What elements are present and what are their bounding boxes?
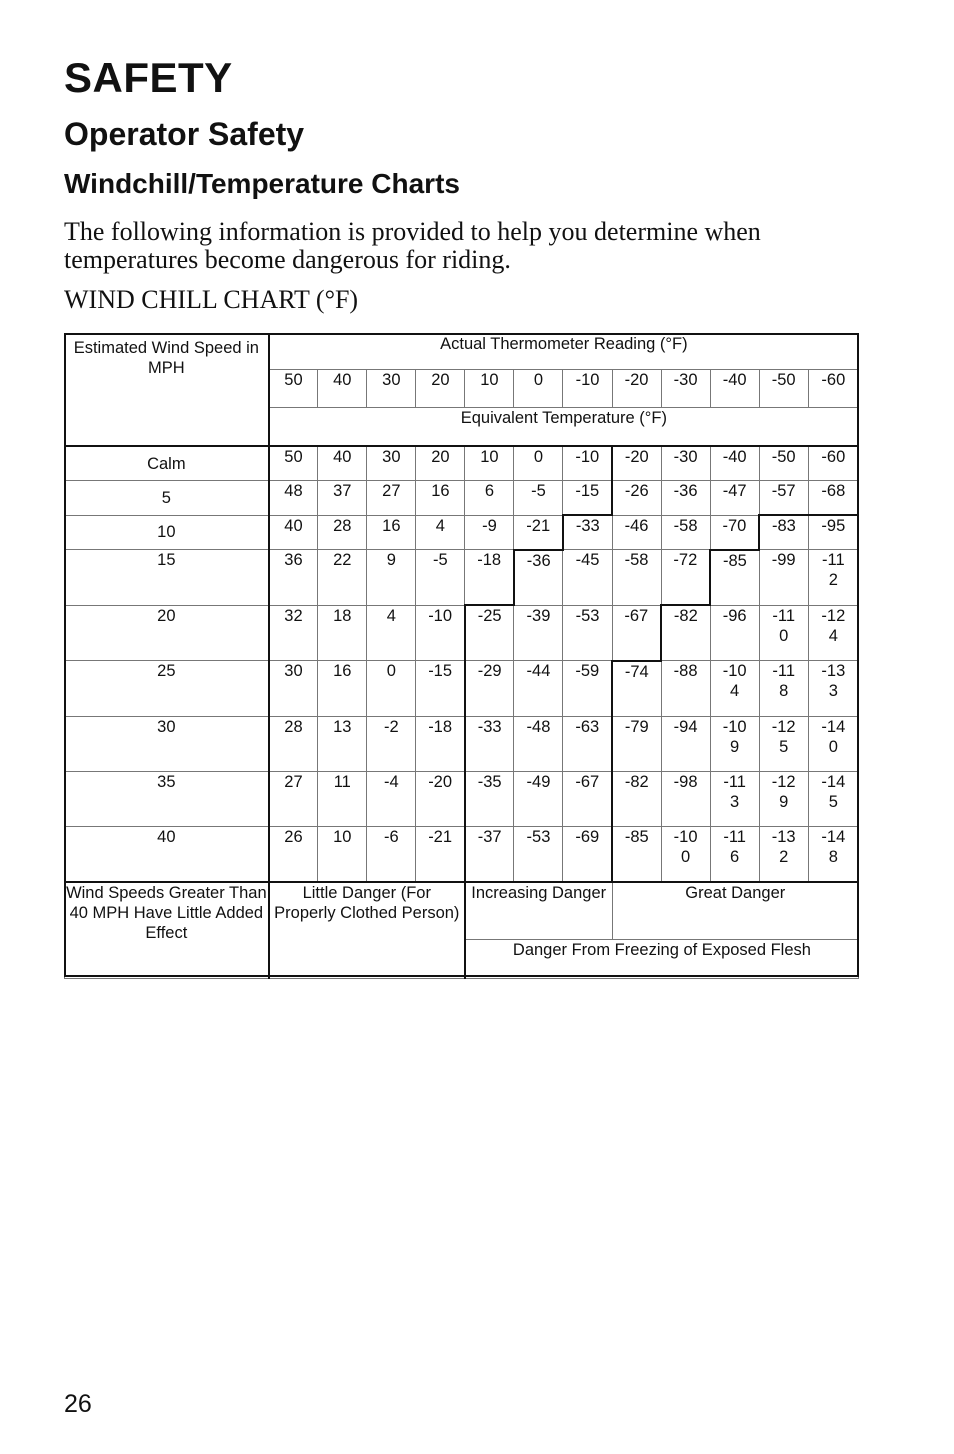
temperature-cell (563, 661, 612, 717)
temperature-cell (269, 605, 318, 661)
temperature-cell (514, 550, 563, 606)
temperature-cell (563, 481, 612, 516)
temperature-value: -26 (624, 482, 649, 500)
temperature-cell (416, 446, 465, 481)
temperature-value: 50 (284, 448, 303, 466)
temperature-value: -5 (433, 551, 448, 569)
temperature-value: -10 (428, 606, 453, 625)
temperature-cell (661, 605, 710, 661)
temperature-value: -40 (722, 448, 747, 466)
table-row (65, 826, 859, 882)
temperature-value: -88 (673, 662, 698, 680)
temperature-cell (416, 716, 465, 771)
temperature-cell (710, 550, 759, 606)
temperature-cell (661, 826, 710, 882)
temperature-cell (269, 515, 318, 550)
temperature-value: 16 (333, 662, 352, 680)
temperature-cell (661, 661, 710, 717)
temperature-cell (563, 716, 612, 771)
temperature-value: 4 (435, 516, 445, 535)
temperature-value: -70 (722, 516, 747, 535)
legend-great-danger: Great Danger (612, 882, 858, 940)
wind-speed-label: 5 (65, 481, 269, 516)
temperature-value: -30 (673, 448, 698, 466)
temperature-cell (465, 826, 514, 882)
temperature-cell (367, 661, 416, 717)
temperature-cell (318, 550, 367, 606)
temperature-value: -6 (383, 827, 399, 846)
temperature-cell (612, 446, 661, 481)
temperature-value: 10 (333, 827, 352, 846)
temperature-cell (759, 716, 808, 771)
temperature-cell (465, 550, 514, 606)
temperature-value: -50 (771, 448, 796, 466)
temperature-value: 18 (333, 606, 352, 625)
temperature-cell (759, 446, 808, 481)
temperature-cell (563, 605, 612, 661)
temperature-value: -82 (673, 607, 698, 625)
temperature-value: -15 (428, 662, 453, 680)
temperature-cell (367, 446, 416, 481)
temperature-value: 22 (333, 551, 352, 569)
temperature-cell (465, 771, 514, 826)
temperature-cell (465, 515, 514, 550)
temperature-cell (269, 446, 318, 481)
temperature-value: 36 (284, 551, 303, 569)
temperature-value: -67 (624, 606, 649, 625)
temperature-value: -39 (526, 606, 551, 625)
temperature-cell (318, 661, 367, 717)
temperature-cell (661, 515, 710, 550)
wind-speed-label: 15 (65, 550, 269, 606)
temperature-value: 40 (284, 516, 303, 535)
temperature-value: 26 (284, 827, 303, 846)
temperature-cell (808, 446, 858, 481)
temperature-value: 27 (284, 772, 303, 791)
temperature-value: 16 (382, 516, 401, 535)
temperature-value: -33 (575, 517, 600, 535)
temperature-cell (269, 716, 318, 771)
temperature-value: -45 (575, 551, 600, 569)
temperature-value: 16 (431, 482, 450, 500)
temperature-value: -68 (821, 482, 846, 500)
temperature-cell (465, 481, 514, 516)
table-row (65, 605, 859, 661)
temperature-value: -100 (673, 827, 698, 866)
temperature-cell (759, 826, 808, 882)
thermometer-header: Actual Thermometer Reading (°F) (269, 334, 859, 370)
temperature-value: 30 (284, 662, 303, 680)
temperature-value: -82 (624, 772, 649, 791)
temperature-cell (318, 605, 367, 661)
temperature-value: -63 (575, 717, 600, 736)
temperature-value: -2 (383, 717, 399, 736)
temperature-value: -85 (624, 827, 649, 846)
temperature-cell (759, 481, 808, 516)
temperature-value: -10 (575, 448, 600, 466)
temperature-cell (808, 550, 858, 606)
temperature-value: -113 (723, 772, 746, 811)
chart-caption: WIND CHILL CHART (°F) (64, 285, 359, 314)
temperature-cell (759, 771, 808, 826)
temperature-cell (612, 605, 661, 661)
temperature-cell (710, 446, 759, 481)
temperature-value: -79 (624, 717, 649, 736)
temperature-cell (612, 716, 661, 771)
temperature-value: 6 (484, 482, 494, 500)
temperature-cell (808, 771, 858, 826)
temperature-value: 48 (284, 482, 303, 500)
temperature-cell (661, 550, 710, 606)
table-row (65, 661, 859, 717)
temperature-value: -85 (722, 551, 747, 570)
temperature-value: 40 (333, 448, 352, 466)
temperature-value: -132 (771, 827, 796, 866)
temperature-cell (612, 661, 661, 717)
page-number: 26 (64, 1390, 92, 1418)
temperature-cell (759, 605, 808, 661)
temperature-cell (367, 826, 416, 882)
temperature-cell (416, 515, 465, 550)
wind-speed-header: Estimated Wind Speed in MPH (65, 334, 269, 447)
temperature-value: -145 (821, 772, 846, 811)
temperature-value: -36 (526, 551, 551, 570)
temperature-value: 37 (333, 482, 352, 500)
intro-text: The following information is provided to help you determine when temperatures become dangerous for riding. (64, 217, 761, 274)
temperature-value: -44 (526, 662, 551, 680)
temperature-value: -72 (673, 551, 698, 569)
temperature-cell (465, 661, 514, 717)
temperature-cell (808, 605, 858, 661)
temperature-value: -110 (772, 606, 795, 645)
temperature-value: -47 (722, 482, 747, 500)
temperature-header-cell: -30 (661, 370, 710, 408)
legend-freezing-danger: Danger From Freezing of Exposed Flesh (465, 939, 859, 978)
subsection-title: Operator Safety (64, 116, 305, 152)
temperature-value: -57 (771, 482, 796, 500)
temperature-value: -83 (772, 517, 796, 535)
temperature-cell (808, 515, 858, 550)
temperature-cell (808, 826, 858, 882)
temperature-value: -74 (624, 662, 649, 681)
temperature-value: -116 (723, 827, 746, 866)
temperature-header-cell: 30 (367, 370, 416, 408)
temperature-header-cell: -50 (759, 370, 808, 408)
temperature-header-cell: -60 (808, 370, 858, 408)
temperature-cell (808, 661, 858, 717)
temperature-header-cell: 10 (465, 370, 514, 408)
temperature-value: 28 (284, 717, 303, 736)
temperature-value: -59 (575, 662, 600, 680)
temperature-cell (563, 771, 612, 826)
temperature-value: 9 (386, 551, 396, 569)
temperature-value: -60 (821, 448, 846, 466)
temperature-header-cell: 0 (514, 370, 563, 408)
temperature-value: 28 (333, 516, 352, 535)
table-row (65, 515, 859, 550)
temperature-cell (269, 826, 318, 882)
temperature-value: 13 (333, 717, 352, 736)
wind-speed-label: Calm (65, 446, 269, 481)
section-title: SAFETY (64, 54, 233, 101)
temperature-cell (367, 481, 416, 516)
temperature-value: 11 (333, 772, 351, 791)
wind-speed-label: 30 (65, 716, 269, 771)
temperature-value: 0 (533, 448, 544, 466)
temperature-cell (318, 771, 367, 826)
temperature-cell (612, 550, 661, 606)
legend-increasing-danger: Increasing Danger (465, 882, 612, 940)
temperature-cell (514, 826, 563, 882)
temperature-value: -125 (771, 717, 796, 756)
wind-chill-table (64, 333, 859, 979)
temperature-cell (710, 605, 759, 661)
temperature-value: -148 (821, 827, 846, 866)
temperature-value: -98 (673, 772, 698, 791)
temperature-value: -48 (526, 717, 551, 736)
temperature-cell (465, 446, 514, 481)
temperature-value: 20 (431, 448, 450, 466)
temperature-cell (269, 550, 318, 606)
temperature-cell (514, 481, 563, 516)
temperature-header-cell: -10 (563, 370, 612, 408)
temperature-value: -95 (821, 517, 846, 535)
temperature-value: -20 (624, 448, 649, 466)
temperature-value: -29 (477, 662, 502, 680)
temperature-cell (465, 605, 514, 661)
table-row (65, 550, 859, 606)
temperature-value: -129 (771, 772, 796, 811)
temperature-cell (465, 716, 514, 771)
temperature-cell (367, 550, 416, 606)
temperature-cell (612, 481, 661, 516)
wind-speed-label: 20 (65, 605, 269, 661)
temperature-header-cell: 50 (269, 370, 318, 408)
temperature-value: -4 (383, 772, 399, 791)
equivalent-header: Equivalent Temperature (°F) (269, 408, 859, 447)
temperature-value: -58 (673, 516, 698, 535)
temperature-cell (416, 661, 465, 717)
temperature-value: -18 (477, 551, 502, 569)
temperature-value: 10 (480, 448, 499, 466)
temperature-cell (563, 515, 612, 550)
temperature-value: -21 (526, 516, 551, 535)
legend-note: Wind Speeds Greater Than 40 MPH Have Little Added Effect (65, 882, 269, 979)
temperature-cell (514, 446, 563, 481)
temperature-cell (269, 481, 318, 516)
temperature-cell (318, 515, 367, 550)
temperature-value: -69 (575, 827, 600, 846)
temperature-value: -5 (531, 482, 546, 500)
temperature-value: -99 (771, 551, 796, 569)
temperature-value: -133 (821, 662, 846, 700)
legend-little-danger: Little Danger (For Properly Clothed Person) (269, 882, 465, 979)
temperature-cell (710, 826, 759, 882)
temperature-cell (710, 771, 759, 826)
temperature-value: -140 (821, 717, 846, 756)
temperature-value: -96 (722, 606, 747, 625)
temperature-value: -67 (575, 772, 600, 791)
temperature-value: 32 (284, 606, 303, 625)
temperature-value: -124 (821, 606, 846, 645)
temperature-value: 30 (382, 448, 401, 466)
temperature-cell (563, 446, 612, 481)
temperature-value: -104 (722, 662, 747, 700)
temperature-value: -94 (673, 717, 698, 736)
temperature-header-cell: 40 (318, 370, 367, 408)
temperature-value: -18 (428, 717, 453, 736)
temperature-value: -109 (722, 717, 747, 756)
temperature-cell (661, 446, 710, 481)
chart-heading: Windchill/Temperature Charts (64, 168, 460, 199)
wind-chill-chart (64, 333, 859, 977)
temperature-cell (661, 771, 710, 826)
wind-speed-label: 40 (65, 826, 269, 882)
temperature-cell (612, 515, 661, 550)
temperature-cell (612, 826, 661, 882)
temperature-cell (514, 716, 563, 771)
temperature-cell (808, 716, 858, 771)
wind-speed-label: 10 (65, 515, 269, 550)
temperature-cell (416, 771, 465, 826)
temperature-cell (759, 550, 808, 606)
temperature-value: 4 (386, 606, 396, 625)
wind-speed-label: 35 (65, 771, 269, 826)
temperature-cell (710, 716, 759, 771)
temperature-cell (710, 515, 759, 550)
temperature-cell (612, 771, 661, 826)
temperature-cell (269, 771, 318, 826)
temperature-cell (710, 481, 759, 516)
temperature-value: -35 (477, 772, 502, 791)
temperature-cell (318, 446, 367, 481)
wind-speed-label: 25 (65, 661, 269, 717)
temperature-value: -25 (477, 607, 502, 625)
temperature-cell (563, 826, 612, 882)
temperature-cell (367, 515, 416, 550)
temperature-cell (367, 716, 416, 771)
temperature-value: -118 (772, 662, 795, 700)
temperature-cell (514, 661, 563, 717)
temperature-value: 0 (386, 662, 396, 680)
temperature-value: -53 (575, 606, 600, 625)
temperature-value: -37 (477, 827, 502, 846)
table-row (65, 771, 859, 826)
temperature-cell (808, 481, 858, 516)
temperature-value: -15 (575, 482, 600, 500)
temperature-cell (710, 661, 759, 717)
temperature-cell (563, 550, 612, 606)
temperature-header-cell: 20 (416, 370, 465, 408)
temperature-value: -20 (428, 772, 453, 791)
temperature-cell (661, 481, 710, 516)
temperature-cell (318, 716, 367, 771)
temperature-cell (269, 661, 318, 717)
temperature-cell (661, 716, 710, 771)
temperature-cell (318, 826, 367, 882)
temperature-value: -46 (624, 516, 649, 535)
temperature-cell (367, 605, 416, 661)
temperature-header-cell: -20 (612, 370, 661, 408)
temperature-cell (416, 550, 465, 606)
table-row (65, 446, 859, 481)
temperature-header-cell: -40 (710, 370, 759, 408)
temperature-cell (416, 826, 465, 882)
temperature-cell (367, 771, 416, 826)
temperature-value: -53 (526, 827, 551, 846)
temperature-value: -9 (482, 516, 497, 535)
temperature-cell (514, 605, 563, 661)
temperature-value: -21 (428, 827, 453, 846)
temperature-value: -36 (673, 482, 698, 500)
temperature-cell (514, 515, 563, 550)
temperature-cell (759, 661, 808, 717)
temperature-cell (416, 605, 465, 661)
temperature-value: 27 (382, 482, 401, 500)
temperature-value: -33 (477, 717, 502, 736)
table-row (65, 481, 859, 516)
temperature-cell (759, 515, 808, 550)
temperature-value: -58 (624, 551, 649, 569)
temperature-cell (318, 481, 367, 516)
table-row (65, 716, 859, 771)
temperature-cell (416, 481, 465, 516)
temperature-value: -112 (822, 551, 845, 589)
temperature-cell (514, 771, 563, 826)
temperature-value: -49 (526, 772, 551, 791)
